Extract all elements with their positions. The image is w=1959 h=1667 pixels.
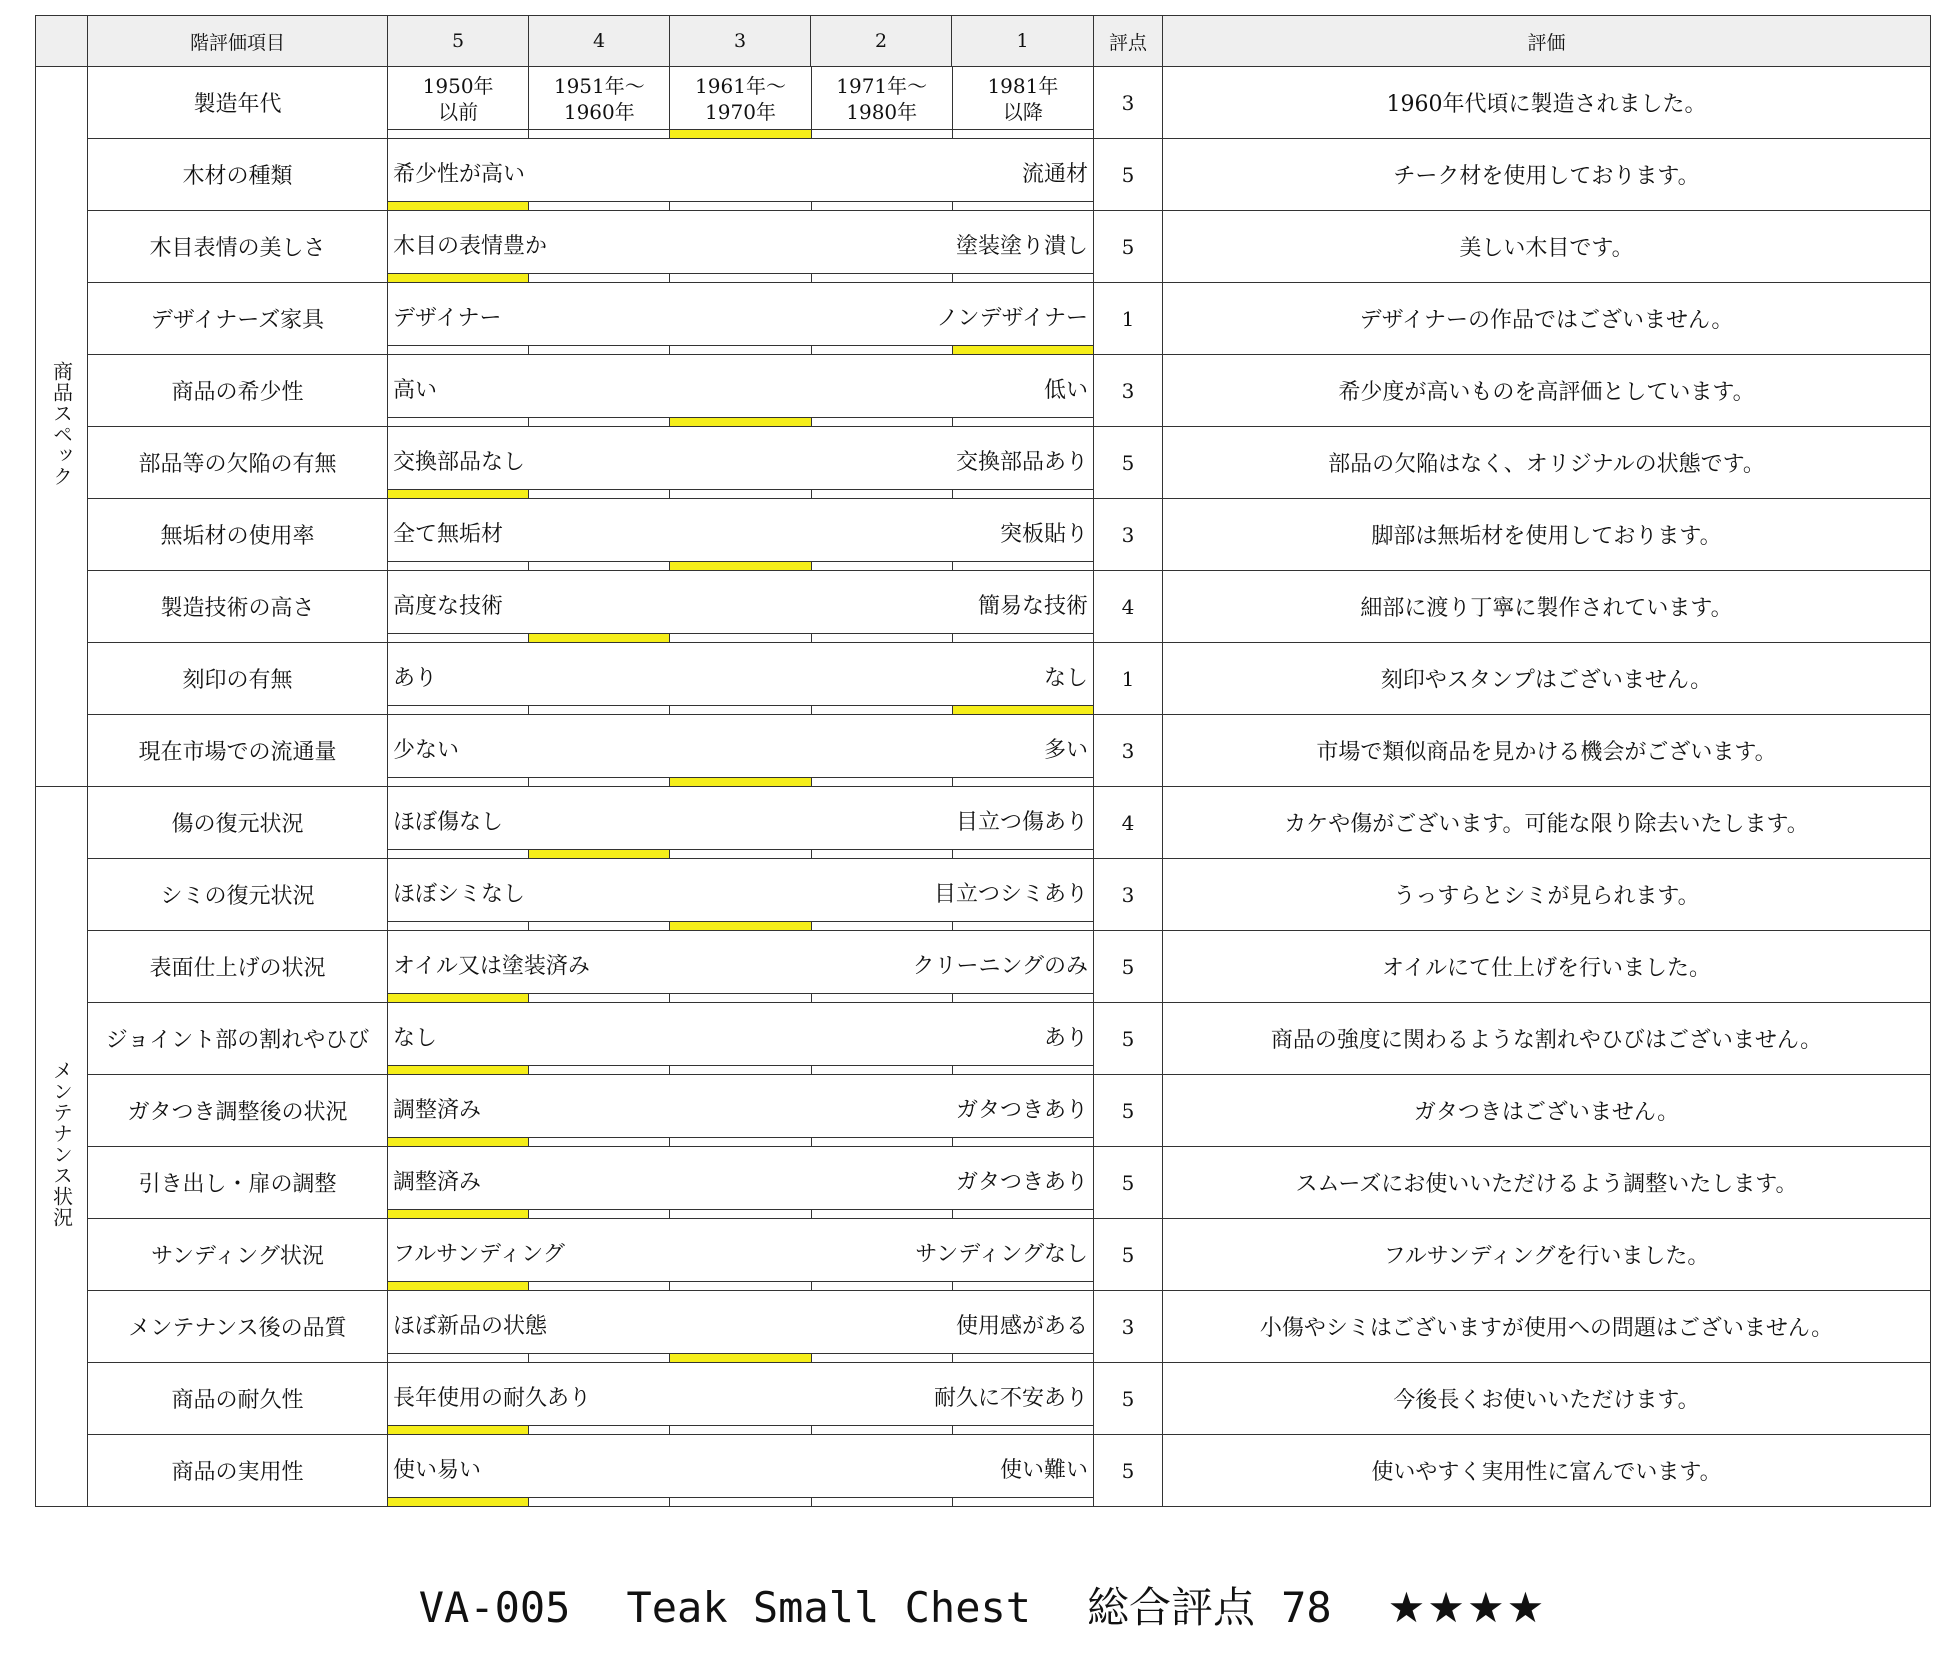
table-row (36, 1003, 1931, 1075)
rating-segment (952, 850, 1093, 858)
rating-track (388, 1281, 1093, 1290)
rating-marker (388, 1282, 528, 1290)
scale-right-label: 塗装塗り潰し (955, 234, 1088, 259)
rating-segment (528, 1498, 669, 1506)
rating-segment (952, 490, 1093, 498)
rating-track (388, 1425, 1093, 1434)
rating-track (388, 1065, 1093, 1074)
rating-marker (388, 202, 528, 210)
score-cell: 5 (1094, 931, 1163, 1003)
rating-segment (811, 1282, 952, 1290)
scale-right-label: 突板貼り (999, 522, 1088, 547)
rating-scale (388, 1363, 1094, 1435)
rating-segment (528, 346, 669, 354)
scale-right-label: 多い (1043, 738, 1088, 763)
rating-track (388, 273, 1093, 282)
rating-track (388, 993, 1093, 1002)
table-row (36, 1219, 1931, 1291)
item-label: デザイナーズ家具 (88, 283, 388, 355)
rating-scale (388, 571, 1094, 643)
scale-right-label: 使い難い (999, 1458, 1088, 1483)
item-label: 製造年代 (88, 67, 388, 139)
scale-right-label: 流通材 (1021, 162, 1088, 187)
era-label: 1961年〜 1970年 (669, 67, 810, 130)
rating-marker (669, 418, 810, 426)
comment-cell: ガタつきはございません。 (1163, 1075, 1931, 1147)
score-cell: 5 (1094, 427, 1163, 499)
scale-left-label: 高度な技術 (393, 594, 504, 619)
score-cell: 3 (1094, 67, 1163, 139)
category-label: 商品スペック (49, 360, 74, 487)
item-label: 現在市場での流通量 (88, 715, 388, 787)
rating-marker (669, 922, 810, 930)
table-row (36, 1435, 1931, 1507)
rating-scale (388, 715, 1094, 787)
item-label: 刻印の有無 (88, 643, 388, 715)
rating-segment (952, 1282, 1093, 1290)
rating-segment (811, 706, 952, 714)
rating-scale (388, 67, 1094, 139)
rating-segment (952, 778, 1093, 786)
header-comment: 評価 (1163, 16, 1931, 67)
rating-segment (811, 490, 952, 498)
score-cell: 4 (1094, 787, 1163, 859)
comment-cell: 部品の欠陥はなく、オリジナルの状態です。 (1163, 427, 1931, 499)
table-row (36, 427, 1931, 499)
product-name: Teak Small Chest (626, 1583, 1032, 1632)
rating-segment (669, 1138, 810, 1146)
scale-left-label: 全て無垢材 (393, 522, 504, 547)
scale-right-label: 交換部品あり (955, 450, 1088, 475)
rating-segment (528, 490, 669, 498)
table-row (36, 355, 1931, 427)
table-row (36, 283, 1931, 355)
rating-segment (811, 634, 952, 642)
table-row (36, 67, 1931, 139)
rating-scale (388, 499, 1094, 571)
rating-segment (669, 1498, 810, 1506)
rating-segment (811, 1426, 952, 1434)
table-row (36, 1363, 1931, 1435)
rating-track (388, 417, 1093, 426)
rating-segment (388, 562, 528, 570)
score-cell: 1 (1094, 283, 1163, 355)
comment-cell: 今後長くお使いいただけます。 (1163, 1363, 1931, 1435)
score-cell: 3 (1094, 859, 1163, 931)
rating-segment (669, 706, 810, 714)
item-label: 無垢材の使用率 (88, 499, 388, 571)
scale-left-label: デザイナー (393, 306, 502, 331)
rating-segment (811, 1210, 952, 1218)
item-label: シミの復元状況 (88, 859, 388, 931)
header-level-2: 2 (811, 16, 952, 67)
header-row (36, 16, 1931, 67)
product-code: VA-005 (418, 1583, 571, 1632)
table-row (36, 787, 1931, 859)
scale-left-label: ほぼ新品の状態 (393, 1314, 548, 1339)
rating-segment (669, 1210, 810, 1218)
rating-marker (388, 1138, 528, 1146)
rating-scale (388, 931, 1094, 1003)
score-cell: 3 (1094, 499, 1163, 571)
table-row (36, 643, 1931, 715)
header-item: 階評価項目 (88, 16, 388, 67)
rating-segment (388, 778, 528, 786)
rating-segment (388, 130, 528, 138)
table-row (36, 571, 1931, 643)
score-cell: 1 (1094, 643, 1163, 715)
rating-track (388, 705, 1093, 714)
scale-left-label: 交換部品なし (393, 450, 526, 475)
scale-left-label: フルサンディング (393, 1242, 565, 1267)
comment-cell: デザイナーの作品ではございません。 (1163, 283, 1931, 355)
comment-cell: 美しい木目です。 (1163, 211, 1931, 283)
rating-marker (669, 562, 810, 570)
scale-left-label: 木目の表情豊か (393, 234, 548, 259)
rating-marker (528, 634, 669, 642)
rating-track (388, 1209, 1093, 1218)
rating-segment (528, 1354, 669, 1362)
comment-cell: 希少度が高いものを高評価としています。 (1163, 355, 1931, 427)
era-label: 1971年〜 1980年 (811, 67, 952, 130)
rating-segment (811, 1066, 952, 1074)
item-label: 木目表情の美しさ (88, 211, 388, 283)
comment-cell: オイルにて仕上げを行いました。 (1163, 931, 1931, 1003)
table-row (36, 1075, 1931, 1147)
star-rating-icon: ★★★★ (1387, 1583, 1547, 1632)
item-label: 引き出し・扉の調整 (88, 1147, 388, 1219)
scale-right-label: 目立つシミあり (933, 882, 1088, 907)
rating-marker (952, 706, 1093, 714)
rating-scale (388, 1291, 1094, 1363)
rating-segment (952, 1066, 1093, 1074)
rating-segment (528, 1282, 669, 1290)
scale-right-label: サンディングなし (915, 1242, 1088, 1267)
rating-segment (528, 706, 669, 714)
rating-marker (669, 1354, 810, 1362)
table-row (36, 859, 1931, 931)
rating-segment (811, 850, 952, 858)
scale-left-label: 少ない (393, 738, 460, 763)
score-cell: 3 (1094, 1291, 1163, 1363)
scale-left-label: なし (393, 1026, 438, 1051)
scale-left-label: 調整済み (393, 1098, 482, 1123)
total-score-label: 総合評点 (1087, 1583, 1256, 1632)
item-label: 傷の復元状況 (88, 787, 388, 859)
rating-marker (388, 274, 528, 282)
rating-scale (388, 859, 1094, 931)
rating-scale (388, 1219, 1094, 1291)
rating-segment (388, 346, 528, 354)
rating-segment (388, 850, 528, 858)
score-cell: 5 (1094, 211, 1163, 283)
rating-segment (528, 274, 669, 282)
category-cell (36, 67, 88, 787)
rating-segment (952, 1210, 1093, 1218)
rating-segment (528, 202, 669, 210)
rating-segment (952, 562, 1093, 570)
scale-right-label: 使用感がある (955, 1314, 1088, 1339)
summary-footer (35, 1575, 1930, 1635)
item-label: ガタつき調整後の状況 (88, 1075, 388, 1147)
item-label: 製造技術の高さ (88, 571, 388, 643)
rating-segment (811, 994, 952, 1002)
rating-segment (669, 346, 810, 354)
rating-scale (388, 1075, 1094, 1147)
rating-segment (528, 778, 669, 786)
comment-cell: 小傷やシミはございますが使用への問題はございません。 (1163, 1291, 1931, 1363)
rating-segment (952, 418, 1093, 426)
rating-segment (528, 1066, 669, 1074)
header-score: 評点 (1094, 16, 1163, 67)
rating-marker (388, 994, 528, 1002)
table-row (36, 1291, 1931, 1363)
rating-segment (952, 1354, 1093, 1362)
rating-marker (388, 1498, 528, 1506)
rating-track (388, 849, 1093, 858)
rating-marker (669, 778, 810, 786)
comment-cell: チーク材を使用しております。 (1163, 139, 1931, 211)
rating-segment (952, 634, 1093, 642)
rating-marker (388, 1426, 528, 1434)
scale-left-label: オイル又は塗装済み (393, 954, 590, 979)
rating-marker (388, 490, 528, 498)
rating-track (388, 777, 1093, 786)
rating-track (388, 489, 1093, 498)
item-label: メンテナンス後の品質 (88, 1291, 388, 1363)
table-row (36, 139, 1931, 211)
rating-segment (952, 1138, 1093, 1146)
table-row (36, 499, 1931, 571)
rating-segment (669, 202, 810, 210)
header-category (36, 16, 88, 67)
rating-track (388, 561, 1093, 570)
rating-scale (388, 787, 1094, 859)
rating-segment (811, 418, 952, 426)
table-row (36, 931, 1931, 1003)
scale-left-label: ほぼ傷なし (393, 810, 504, 835)
comment-cell: 商品の強度に関わるような割れやひびはございません。 (1163, 1003, 1931, 1075)
rating-marker (952, 346, 1093, 354)
comment-cell: 使いやすく実用性に富んでいます。 (1163, 1435, 1931, 1507)
score-cell: 5 (1094, 1435, 1163, 1507)
scale-left-label: 使い易い (393, 1458, 482, 1483)
rating-segment (388, 1354, 528, 1362)
score-cell: 5 (1094, 1363, 1163, 1435)
item-label: 木材の種類 (88, 139, 388, 211)
rating-scale (388, 355, 1094, 427)
era-label: 1950年 以前 (422, 74, 494, 124)
rating-segment (811, 562, 952, 570)
item-label: 表面仕上げの状況 (88, 931, 388, 1003)
rating-segment (669, 634, 810, 642)
scale-right-label: 簡易な技術 (977, 594, 1088, 619)
rating-segment (528, 1138, 669, 1146)
scale-right-label: なし (1043, 666, 1088, 691)
rating-segment (669, 850, 810, 858)
rating-segment (952, 994, 1093, 1002)
table-row (36, 211, 1931, 283)
item-label: 商品の実用性 (88, 1435, 388, 1507)
rating-marker (388, 1066, 528, 1074)
rating-scale (388, 283, 1094, 355)
rating-segment (952, 130, 1093, 138)
scale-left-label: 高い (393, 378, 438, 403)
rating-segment (528, 922, 669, 930)
category-cell (36, 787, 88, 1507)
comment-cell: 1960年代頃に製造されました。 (1163, 67, 1931, 139)
score-cell: 3 (1094, 355, 1163, 427)
scale-right-label: ガタつきあり (955, 1170, 1088, 1195)
scale-left-label: 希少性が高い (393, 162, 526, 187)
score-cell: 5 (1094, 139, 1163, 211)
rating-segment (952, 1426, 1093, 1434)
rating-scale (388, 1147, 1094, 1219)
rating-segment (952, 1498, 1093, 1506)
rating-segment (528, 130, 669, 138)
scale-left-label: 長年使用の耐久あり (393, 1386, 592, 1411)
category-label: メンテナンス状況 (49, 1059, 74, 1228)
rating-scale (388, 427, 1094, 499)
rating-track (388, 921, 1093, 930)
era-label: 1951年〜 1960年 (528, 67, 669, 130)
table-row (36, 715, 1931, 787)
scale-right-label: クリーニングのみ (912, 954, 1088, 979)
rating-segment (952, 274, 1093, 282)
comment-cell: フルサンディングを行いました。 (1163, 1219, 1931, 1291)
comment-cell: 市場で類似商品を見かける機会がございます。 (1163, 715, 1931, 787)
evaluation-table (35, 15, 1931, 1507)
rating-segment (669, 1426, 810, 1434)
rating-track (388, 633, 1093, 642)
rating-segment (811, 1138, 952, 1146)
comment-cell: スムーズにお使いいただけるよう調整いたします。 (1163, 1147, 1931, 1219)
score-cell: 5 (1094, 1147, 1163, 1219)
comment-cell: 刻印やスタンプはございません。 (1163, 643, 1931, 715)
item-label: 部品等の欠陥の有無 (88, 427, 388, 499)
rating-scale (388, 643, 1094, 715)
rating-marker (388, 1210, 528, 1218)
item-label: サンディング状況 (88, 1219, 388, 1291)
rating-scale (388, 211, 1094, 283)
rating-segment (811, 274, 952, 282)
score-cell: 5 (1094, 1075, 1163, 1147)
rating-track (388, 345, 1093, 354)
scale-left-label: あり (393, 666, 438, 691)
header-level-5: 5 (388, 16, 529, 67)
scale-right-label: ガタつきあり (955, 1098, 1088, 1123)
rating-segment (669, 1066, 810, 1074)
rating-track (388, 201, 1093, 210)
scale-right-label: 耐久に不安あり (933, 1386, 1088, 1411)
rating-segment (811, 1498, 952, 1506)
header-level-1: 1 (952, 16, 1094, 67)
rating-segment (528, 418, 669, 426)
comment-cell: 脚部は無垢材を使用しております。 (1163, 499, 1931, 571)
header-level-3: 3 (670, 16, 811, 67)
score-cell: 3 (1094, 715, 1163, 787)
rating-segment (388, 922, 528, 930)
rating-segment (669, 994, 810, 1002)
rating-segment (669, 274, 810, 282)
rating-segment (388, 706, 528, 714)
rating-scale (388, 139, 1094, 211)
rating-segment (669, 1282, 810, 1290)
rating-segment (528, 562, 669, 570)
scale-right-label: 目立つ傷あり (955, 810, 1088, 835)
rating-track (388, 1353, 1093, 1362)
score-cell: 5 (1094, 1219, 1163, 1291)
total-score: 78 (1281, 1583, 1332, 1632)
rating-segment (811, 346, 952, 354)
item-label: ジョイント部の割れやひび (88, 1003, 388, 1075)
rating-segment (811, 130, 952, 138)
rating-marker (528, 850, 669, 858)
rating-track (388, 129, 1093, 138)
rating-track (388, 1137, 1093, 1146)
rating-segment (528, 1210, 669, 1218)
era-label: 1981年 以降 (952, 67, 1093, 130)
rating-segment (952, 922, 1093, 930)
scale-left-label: 調整済み (393, 1170, 482, 1195)
era-labels (388, 67, 1093, 130)
rating-scale (388, 1435, 1094, 1507)
rating-segment (811, 1354, 952, 1362)
rating-segment (811, 202, 952, 210)
comment-cell: うっすらとシミが見られます。 (1163, 859, 1931, 931)
rating-segment (811, 922, 952, 930)
rating-segment (528, 994, 669, 1002)
scale-right-label: あり (1043, 1026, 1088, 1051)
rating-segment (952, 202, 1093, 210)
scale-right-label: ノンデザイナー (936, 306, 1088, 331)
rating-segment (528, 1426, 669, 1434)
table-row (36, 1147, 1931, 1219)
scale-right-label: 低い (1043, 378, 1088, 403)
item-label: 商品の耐久性 (88, 1363, 388, 1435)
comment-cell: カケや傷がございます。可能な限り除去いたします。 (1163, 787, 1931, 859)
rating-segment (811, 778, 952, 786)
rating-segment (388, 418, 528, 426)
rating-track (388, 1497, 1093, 1506)
header-level-4: 4 (529, 16, 670, 67)
score-cell: 4 (1094, 571, 1163, 643)
score-cell: 5 (1094, 1003, 1163, 1075)
rating-marker (669, 130, 810, 138)
item-label: 商品の希少性 (88, 355, 388, 427)
evaluation-sheet (35, 15, 1930, 1632)
scale-left-label: ほぼシミなし (393, 882, 526, 907)
rating-segment (669, 490, 810, 498)
rating-scale (388, 1003, 1094, 1075)
comment-cell: 細部に渡り丁寧に製作されています。 (1163, 571, 1931, 643)
rating-segment (388, 634, 528, 642)
